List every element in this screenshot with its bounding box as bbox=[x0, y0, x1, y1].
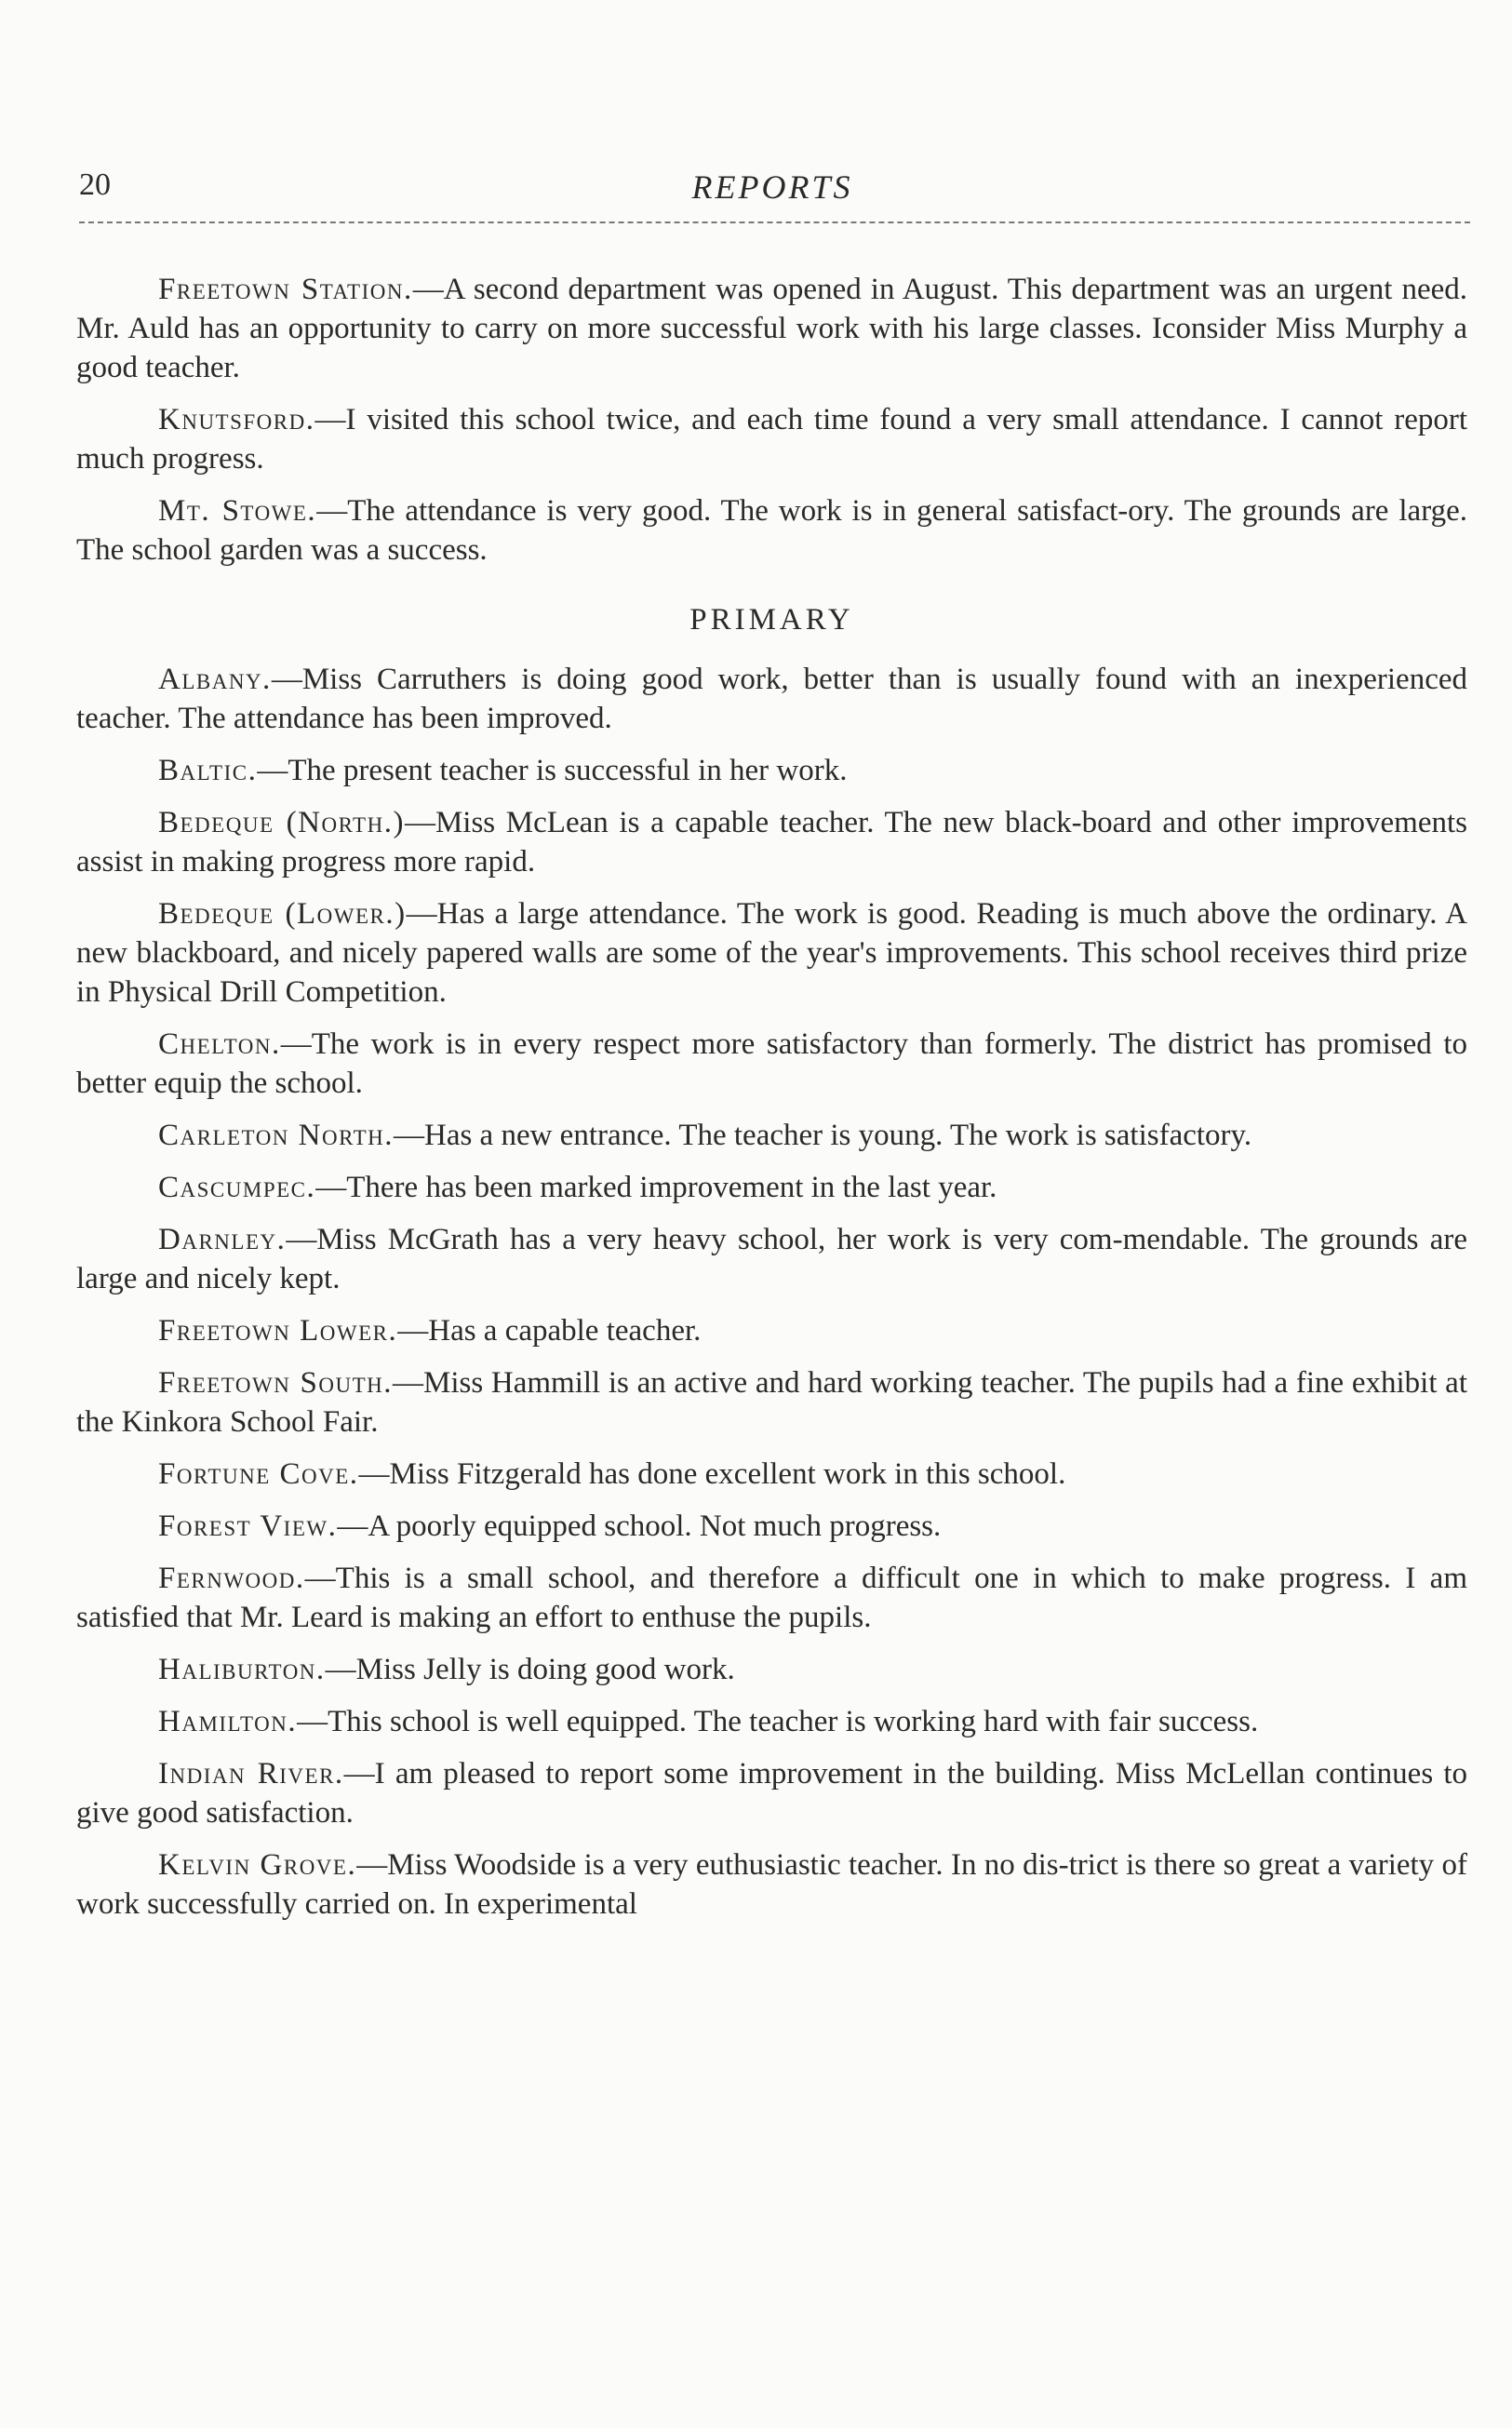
school-name: Mt. Stowe. bbox=[158, 494, 317, 528]
school-name: Hamilton. bbox=[158, 1705, 298, 1738]
report-text: —I am pleased to report some improvement in the building. Miss McLellan continues to give good satisfaction. bbox=[76, 1757, 1467, 1830]
school-name: Forest View. bbox=[158, 1509, 338, 1543]
report-text: —Miss McGrath has a very heavy school, her work is very com-mendable. The grounds are large and nicely kept. bbox=[76, 1223, 1467, 1295]
report-text: —This is a small school, and therefore a difficult one in which to make progress. I am satisfied that Mr. Leard is making an effort to enthuse the pupils. bbox=[76, 1562, 1467, 1634]
school-report-entry bbox=[76, 894, 1467, 1012]
report-body bbox=[76, 270, 1467, 1937]
school-report-entry bbox=[76, 400, 1467, 478]
school-name: Fortune Cove. bbox=[158, 1457, 359, 1491]
school-report-entry bbox=[76, 1025, 1467, 1103]
report-text: —Miss Carruthers is doing good work, better than is usually found with an inexperienced teacher. The attendance has been improved. bbox=[76, 663, 1467, 735]
school-report-entry bbox=[76, 1455, 1467, 1494]
report-text: —The work is in every respect more satisfactory than formerly. The district has promised to better equip the school. bbox=[76, 1027, 1467, 1100]
school-report-entry bbox=[76, 270, 1467, 387]
school-report-entry bbox=[76, 1220, 1467, 1298]
report-text: —I visited this school twice, and each time found a very small attendance. I cannot report much progress. bbox=[76, 403, 1467, 476]
school-report-entry bbox=[76, 1754, 1467, 1832]
section-heading-primary: PRIMARY bbox=[689, 603, 854, 637]
school-name: Knutsford. bbox=[158, 403, 315, 436]
report-text: —Has a new entrance. The teacher is young. The work is satisfactory. bbox=[393, 1119, 1252, 1152]
school-name: Darnley. bbox=[158, 1223, 287, 1256]
school-name: Baltic. bbox=[158, 754, 258, 787]
school-report-entry bbox=[76, 1363, 1467, 1442]
school-report-entry bbox=[76, 803, 1467, 881]
primary-entries bbox=[76, 660, 1467, 1924]
school-name: Haliburton. bbox=[158, 1653, 326, 1686]
school-name: Freetown South. bbox=[158, 1366, 394, 1400]
report-text: —Miss Hammill is an active and hard working teacher. The pupils had a fine exhibit at the Kinkora School Fair. bbox=[76, 1366, 1467, 1439]
report-text: —Miss Fitzgerald has done excellent work in this school. bbox=[358, 1457, 1066, 1491]
report-text: —Miss Woodside is a very euthusiastic teacher. In no dis-trict is there so great a variety of work successfully carried on. In experimental bbox=[76, 1848, 1467, 1921]
school-report-entry bbox=[76, 751, 1467, 790]
school-name: Indian River. bbox=[158, 1757, 344, 1791]
school-report-entry bbox=[76, 1168, 1467, 1207]
report-text: —This school is well equipped. The teacher is working hard with fair success. bbox=[297, 1705, 1259, 1738]
report-text: —A second department was opened in August. This department was an urgent need. Mr. Auld has an opportunity to carry on more successful work with his large classes. Iconsider Miss Murphy a good teacher. bbox=[76, 273, 1467, 384]
school-name: Freetown Station. bbox=[158, 273, 413, 306]
report-text: —A poorly equipped school. Not much progress. bbox=[337, 1509, 942, 1543]
school-report-entry bbox=[76, 1559, 1467, 1637]
school-report-entry bbox=[76, 1507, 1467, 1546]
school-report-entry bbox=[76, 660, 1467, 738]
report-text: —Has a large attendance. The work is good. Reading is much above the ordinary. A new blackboard, and nicely papered walls are some of the year's improvements. This school receives third prize in Physical Drill Competition. bbox=[76, 897, 1467, 1009]
school-name: Bedeque (North.) bbox=[158, 806, 405, 839]
school-report-entry bbox=[76, 1311, 1467, 1350]
report-text: —The attendance is very good. The work is in general satisfact-ory. The grounds are large. The school garden was a success. bbox=[76, 494, 1467, 567]
school-name: Freetown Lower. bbox=[158, 1314, 398, 1348]
school-report-entry bbox=[76, 1650, 1467, 1689]
school-name: Kelvin Grove. bbox=[158, 1848, 357, 1882]
report-text: —Has a capable teacher. bbox=[397, 1314, 702, 1348]
report-text: —There has been marked improvement in the last year. bbox=[315, 1171, 997, 1204]
school-report-entry bbox=[76, 1845, 1467, 1924]
school-name: Albany. bbox=[158, 663, 272, 696]
page-number: 20 bbox=[79, 168, 111, 202]
report-text: —Miss McLean is a capable teacher. The new black-board and other improvements assist in making progress more rapid. bbox=[76, 806, 1467, 879]
report-text: —The present teacher is successful in her work. bbox=[257, 754, 848, 787]
report-text: —Miss Jelly is doing good work. bbox=[325, 1653, 735, 1686]
page-header bbox=[79, 168, 1465, 205]
school-report-entry bbox=[76, 1116, 1467, 1155]
school-name: Carleton North. bbox=[158, 1119, 394, 1152]
school-name: Chelton. bbox=[158, 1027, 281, 1061]
top-entries bbox=[76, 270, 1467, 570]
school-report-entry bbox=[76, 1702, 1467, 1741]
school-name: Bedeque (Lower.) bbox=[158, 897, 407, 931]
running-head: REPORTS bbox=[691, 168, 853, 206]
header-rule bbox=[79, 221, 1470, 223]
school-name: Fernwood. bbox=[158, 1562, 305, 1595]
school-report-entry bbox=[76, 491, 1467, 570]
school-name: Cascumpec. bbox=[158, 1171, 316, 1204]
